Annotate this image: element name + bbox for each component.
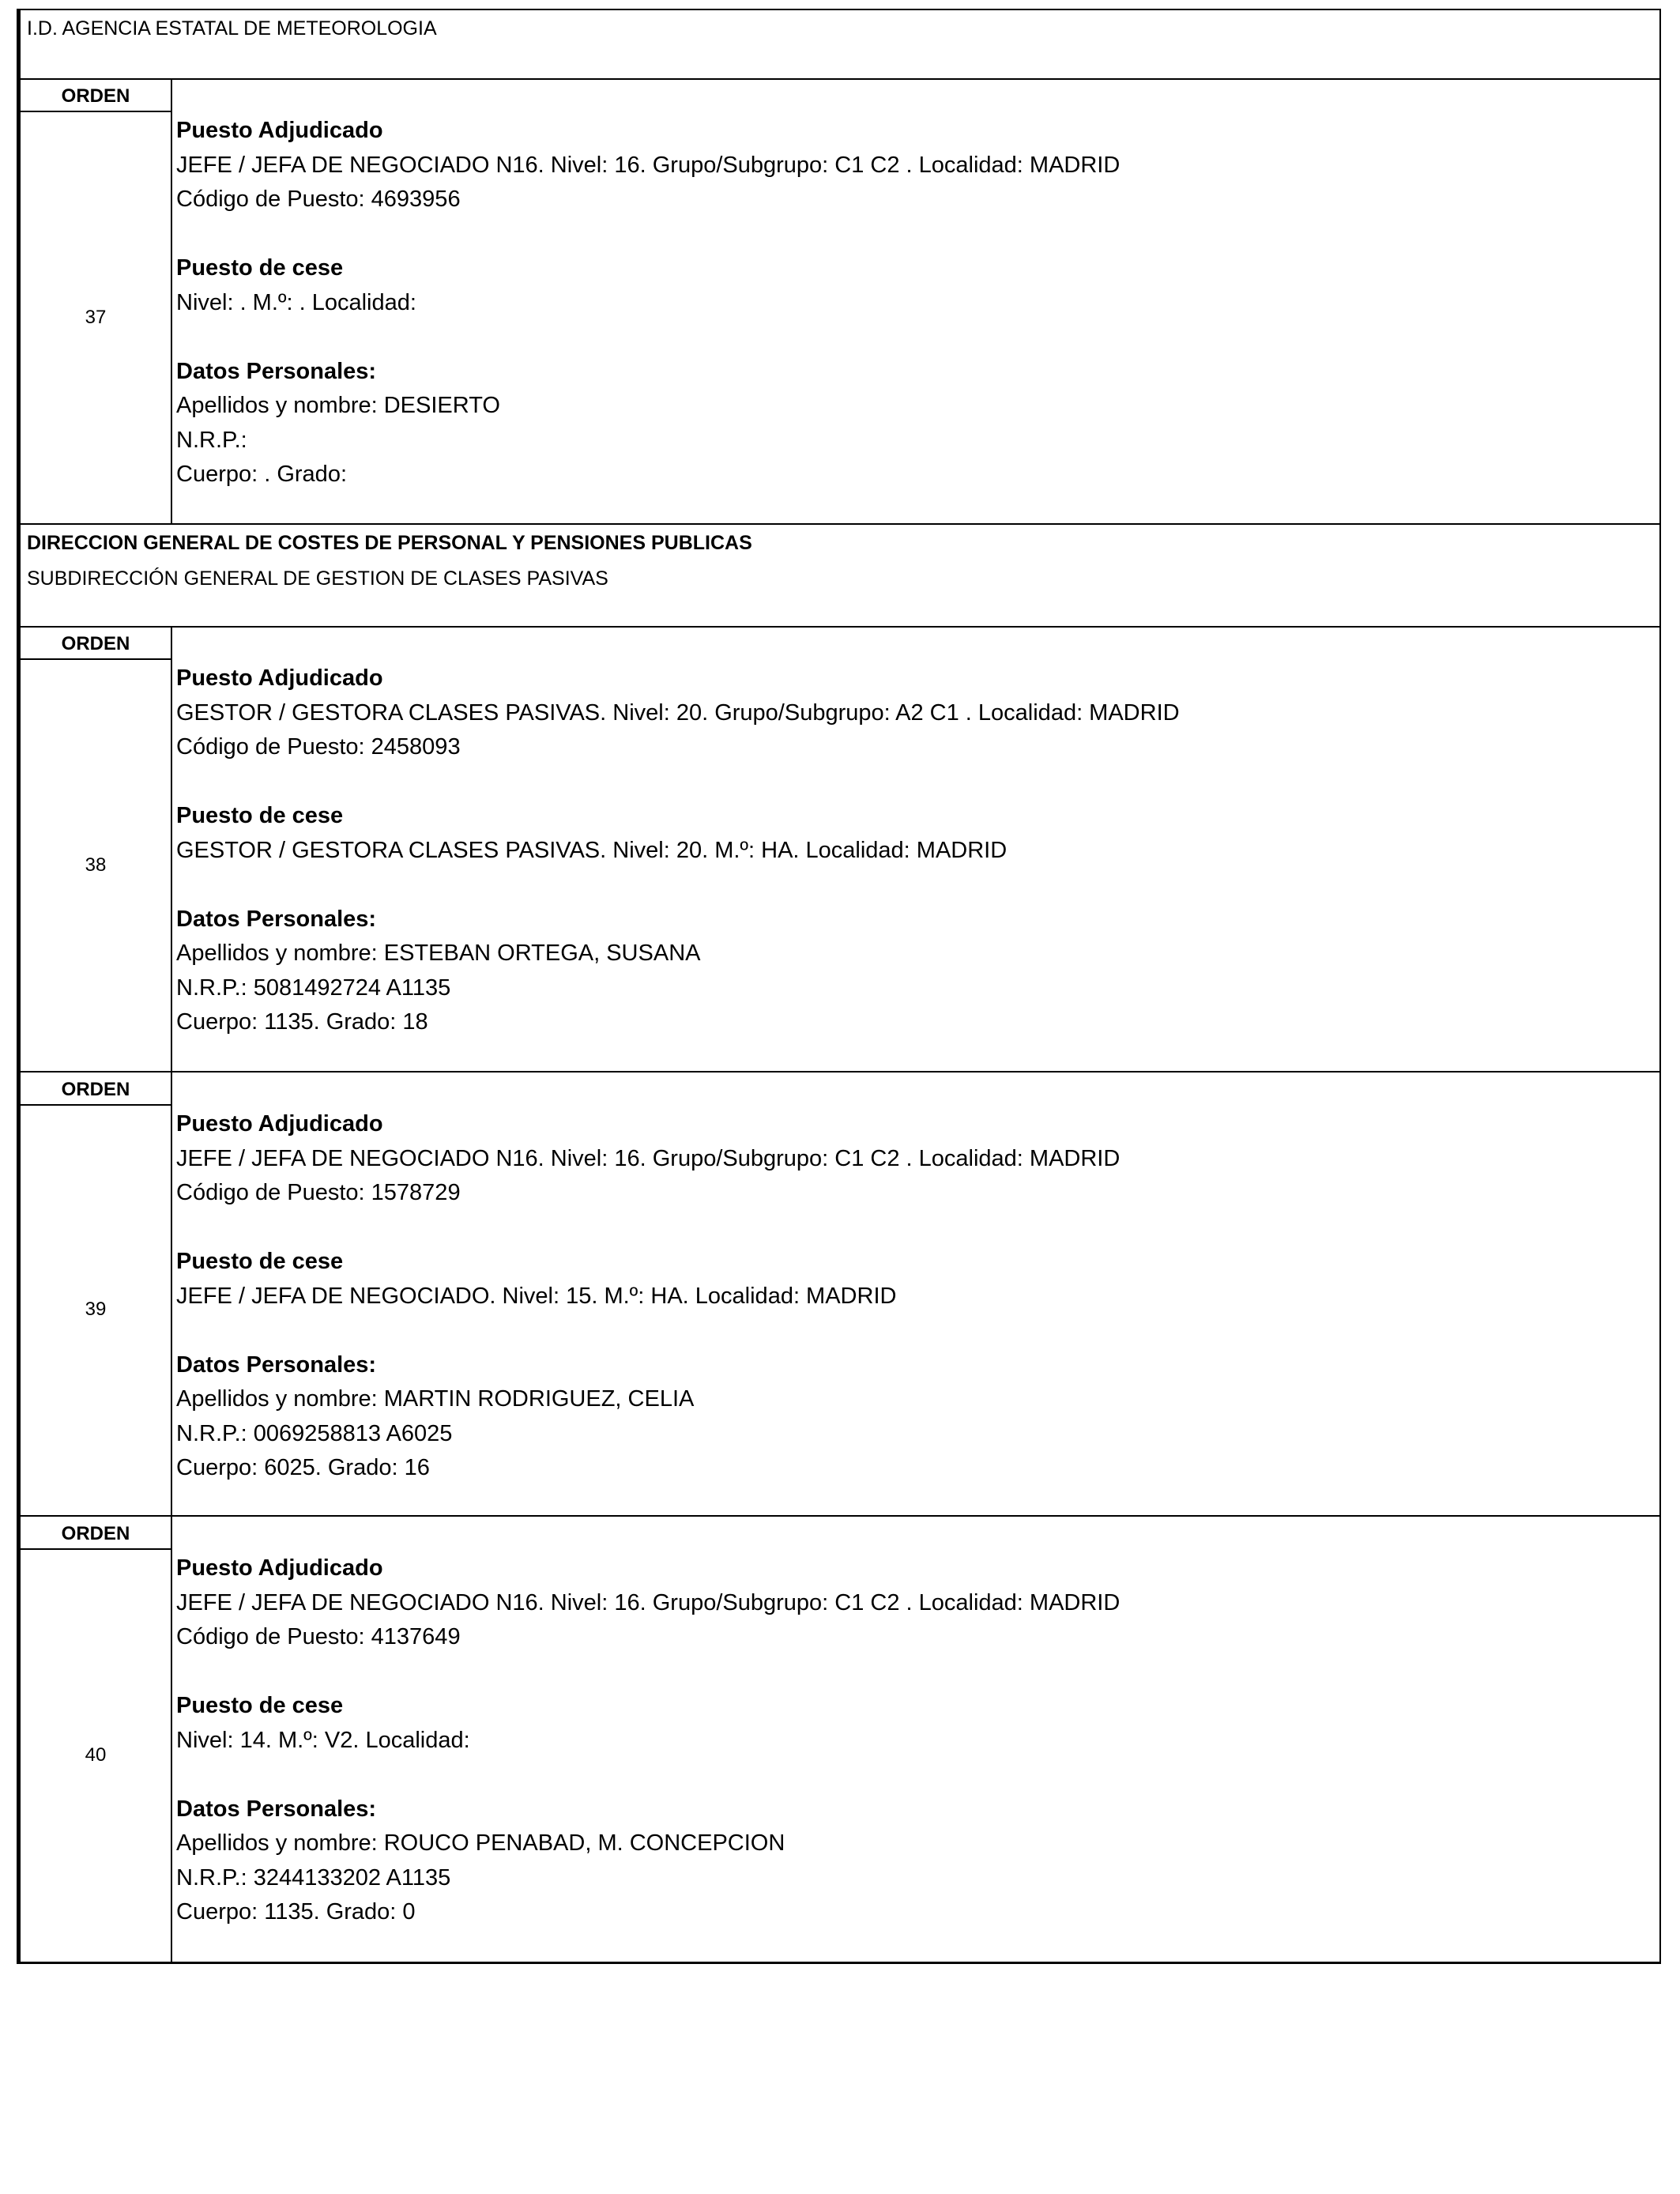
nrp-text: N.R.P.: 5081492724 A1135 — [176, 974, 451, 1001]
cuerpo-text: Cuerpo: 6025. Grado: 16 — [176, 1455, 430, 1480]
adjudicado-heading: Puesto Adjudicado — [176, 665, 383, 691]
org-name: DIRECCION GENERAL DE COSTES DE PERSONAL Y PENSIONES PUBLICAS — [27, 532, 752, 554]
entry-row — [17, 79, 1661, 525]
adjudicado-text: JEFE / JEFA DE NEGOCIADO N16. Nivel: 16. Grupo/Subgrupo: C1 C2 . Localidad: MADRID — [176, 1589, 1121, 1615]
cese-text: GESTOR / GESTORA CLASES PASIVAS. Nivel: 20. M.º: HA. Localidad: MADRID — [176, 837, 1008, 863]
cese-text: Nivel: . M.º: . Localidad: — [176, 289, 416, 315]
entry-row — [17, 1072, 1661, 1517]
nrp-text: N.R.P.: 3244133202 A1135 — [176, 1864, 451, 1891]
cese-heading: Puesto de cese — [176, 803, 344, 828]
entry-content — [176, 114, 1120, 492]
nombre-text: Apellidos y nombre: ROUCO PENABAD, M. CONCEPCION — [176, 1830, 785, 1856]
nrp-text: N.R.P.: 0069258813 A6025 — [176, 1420, 453, 1446]
org-subname: SUBDIRECCIÓN GENERAL DE GESTION DE CLASES PASIVAS — [27, 567, 608, 590]
orden-column — [21, 627, 172, 1072]
adjudicado-text: JEFE / JEFA DE NEGOCIADO N16. Nivel: 16. Grupo/Subgrupo: C1 C2 . Localidad: MADRID — [176, 1145, 1121, 1171]
datos-heading: Datos Personales: — [176, 1351, 377, 1378]
datos-heading: Datos Personales: — [176, 1796, 377, 1822]
cese-text: Nivel: 14. M.º: V2. Localidad: — [176, 1727, 470, 1753]
cese-text: JEFE / JEFA DE NEGOCIADO. Nivel: 15. M.º: HA. Localidad: MADRID — [176, 1283, 897, 1309]
orden-number: 37 — [85, 307, 107, 328]
entry-row — [17, 627, 1661, 1072]
cese-heading: Puesto de cese — [176, 1249, 344, 1274]
cuerpo-text: Cuerpo: . Grado: — [176, 462, 347, 487]
entry-content — [176, 662, 1180, 1040]
entry-row — [17, 1517, 1661, 1963]
adjudicado-heading: Puesto Adjudicado — [176, 118, 383, 143]
entry-content — [176, 1107, 1120, 1486]
adjudicado-heading: Puesto Adjudicado — [176, 1111, 383, 1137]
cuerpo-text: Cuerpo: 1135. Grado: 0 — [176, 1899, 416, 1924]
org-header-costes-personal — [17, 523, 1661, 628]
codigo-text: Código de Puesto: 2458093 — [176, 734, 461, 760]
orden-label: ORDEN — [21, 1072, 171, 1106]
datos-heading: Datos Personales: — [176, 906, 377, 932]
orden-label: ORDEN — [21, 79, 171, 112]
datos-heading: Datos Personales: — [176, 358, 377, 384]
codigo-text: Código de Puesto: 4693956 — [176, 187, 461, 212]
codigo-text: Código de Puesto: 1578729 — [176, 1180, 461, 1205]
cese-heading: Puesto de cese — [176, 1693, 344, 1718]
nrp-text: N.R.P.: — [176, 427, 247, 453]
codigo-text: Código de Puesto: 4137649 — [176, 1624, 461, 1649]
cuerpo-text: Cuerpo: 1135. Grado: 18 — [176, 1009, 428, 1035]
cese-heading: Puesto de cese — [176, 255, 344, 281]
orden-number: 40 — [85, 1744, 107, 1766]
nombre-text: Apellidos y nombre: DESIERTO — [176, 393, 500, 418]
orden-column — [21, 79, 172, 525]
orden-number: 38 — [85, 854, 107, 876]
orden-column — [21, 1072, 172, 1517]
orden-label: ORDEN — [21, 1517, 171, 1550]
nombre-text: Apellidos y nombre: ESTEBAN ORTEGA, SUSANA — [176, 941, 701, 966]
orden-column — [21, 1517, 172, 1963]
orden-label: ORDEN — [21, 627, 171, 660]
orden-number: 39 — [85, 1299, 107, 1320]
org-name: I.D. AGENCIA ESTATAL DE METEOROLOGIA — [27, 17, 437, 40]
adjudicado-text: JEFE / JEFA DE NEGOCIADO N16. Nivel: 16. Grupo/Subgrupo: C1 C2 . Localidad: MADRID — [176, 152, 1121, 178]
org-header-meteorologia — [17, 9, 1661, 80]
entry-content — [176, 1551, 1120, 1930]
adjudicado-heading: Puesto Adjudicado — [176, 1555, 383, 1581]
adjudicado-text: GESTOR / GESTORA CLASES PASIVAS. Nivel: 20. Grupo/Subgrupo: A2 C1 . Localidad: MADRID — [176, 699, 1180, 726]
table-bottom-border — [17, 1962, 1661, 1964]
nombre-text: Apellidos y nombre: MARTIN RODRIGUEZ, CELIA — [176, 1386, 695, 1412]
